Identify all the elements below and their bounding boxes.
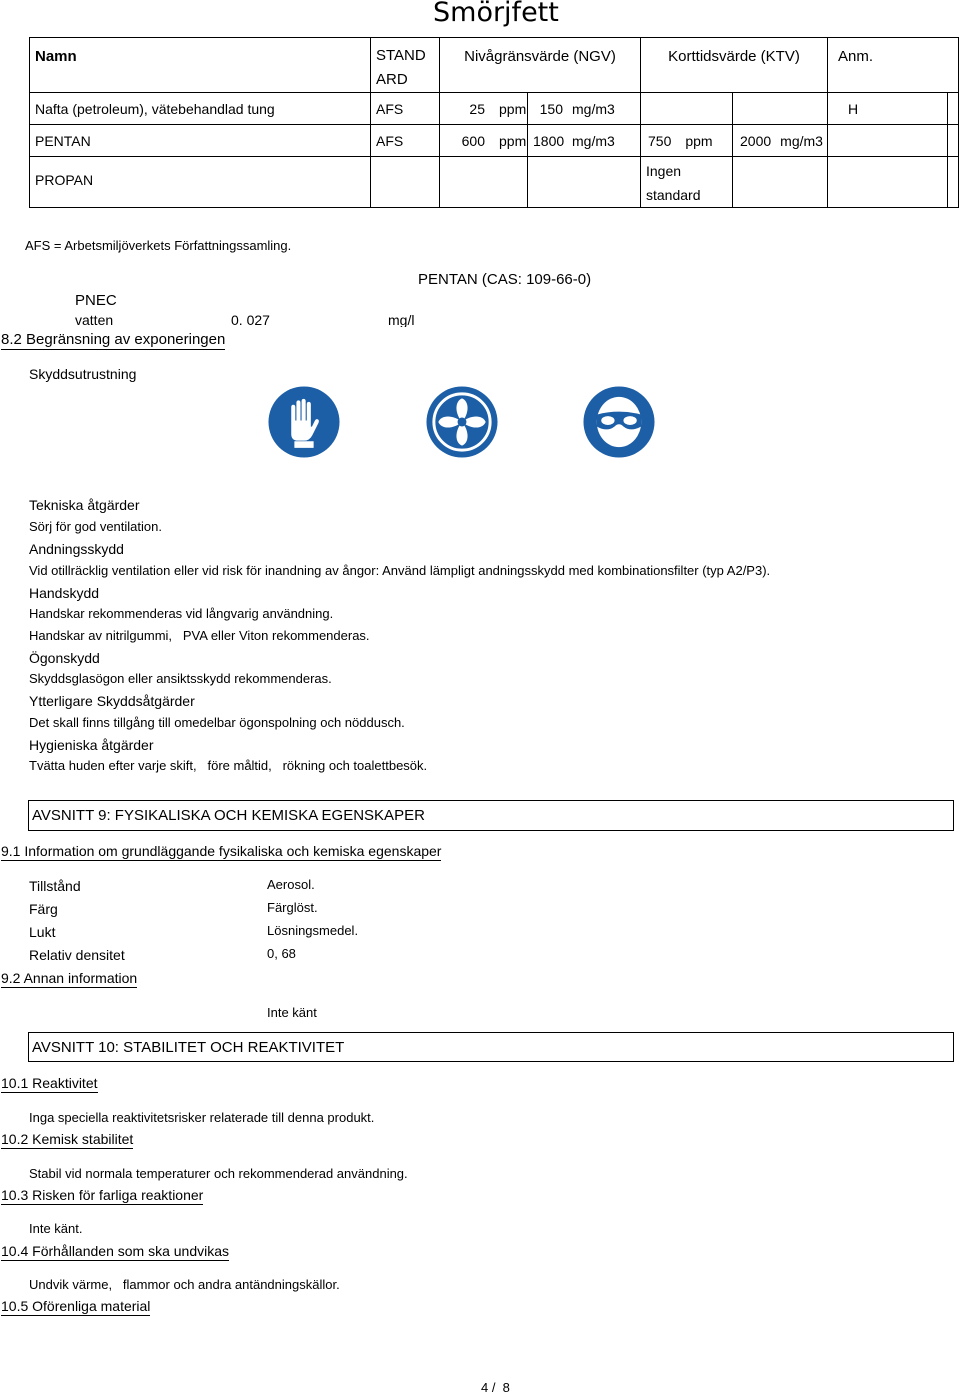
ngv-mg-unit: mg/m3 (572, 101, 615, 117)
ngv-ppm-value: 600 (461, 133, 485, 149)
pnec-unit: mg/l (388, 312, 415, 327)
ngv-mg-value: 1800 (533, 133, 565, 149)
cell-ktv-ppm (641, 93, 733, 125)
cell-ktv-mg (733, 157, 828, 208)
header-ngv: Nivågränsvärde (NGV) (440, 38, 641, 93)
ngv-mg-value: 150 (539, 101, 563, 117)
cell-standard: AFS (371, 93, 440, 125)
measure-text: Handskar rekommenderas vid långvarig användning. (29, 606, 334, 621)
ngv-ppm-unit: ppm (499, 101, 527, 117)
prop-value: Färglöst. (267, 900, 318, 915)
prop-label: Tillstånd (29, 878, 81, 894)
section-10-text: Inga speciella reaktivitetsrisker relaterade till denna produkt. (29, 1110, 375, 1125)
section-10-title: AVSNITT 10: STABILITET OCH REAKTIVITET (28, 1032, 954, 1062)
prop-value: Lösningsmedel. (267, 923, 359, 938)
section-10-text: Inte känt. (29, 1221, 83, 1236)
cell-anm: H (828, 93, 948, 125)
pnec-medium: vatten (75, 312, 114, 328)
cell-blank (948, 157, 959, 208)
cell-standard (371, 157, 440, 208)
cell-ktv-ppm (641, 125, 733, 157)
cell-ngv-ppm (440, 125, 528, 157)
section-9-2-heading: 9.2 Annan information (1, 970, 138, 986)
cell-blank (948, 93, 959, 125)
cell-ktv-mg (733, 93, 828, 125)
ktv-mg-value: 2000 (740, 133, 772, 149)
measure-text: Handskar av nitrilgummi, PVA eller Viton rekommenderas. (29, 628, 370, 643)
section-10-4-heading: 10.4 Förhållanden som ska undvikas (1, 1243, 230, 1259)
prop-label: Färg (29, 901, 58, 917)
document-title: Smörjfett (433, 0, 559, 28)
cell-name: Nafta (petroleum), vätebehandlad tung (30, 93, 371, 125)
measure-heading-respiratory: Andningsskydd (29, 541, 124, 557)
table-header-row (30, 38, 959, 93)
section-10-2-heading: 10.2 Kemisk stabilitet (1, 1131, 134, 1147)
ngv-mg-unit: mg/m3 (572, 133, 615, 149)
header-anm: Anm. (828, 38, 959, 93)
cell-ngv-mg (528, 93, 641, 125)
cell-anm (828, 125, 948, 157)
section-8-2-heading: 8.2 Begränsning av exponeringen (1, 331, 226, 348)
cell-ngv-mg (528, 125, 641, 157)
page-number: 4 / 8 (481, 1380, 510, 1395)
gloves-icon (267, 385, 341, 459)
afs-note: AFS = Arbetsmiljöverkets Författningssamling. (25, 238, 292, 253)
section-10-5-heading: 10.5 Oförenliga material (1, 1298, 151, 1314)
header-standard: STAND ARD (371, 38, 440, 93)
pnec-substance-heading: PENTAN (CAS: 109-66-0) (418, 271, 592, 288)
measure-text: Skyddsglasögon eller ansiktsskydd rekommenderas. (29, 671, 332, 686)
prop-value: 0, 68 (267, 946, 296, 961)
header-name: Namn (30, 38, 371, 93)
ktv-mg-unit: mg/m3 (780, 133, 823, 149)
ktv-ppm-value: 750 (648, 133, 672, 149)
header-ktv: Korttidsvärde (KTV) (641, 38, 828, 93)
ventilation-icon (425, 385, 499, 459)
cell-ngv-ppm (440, 157, 528, 208)
prop-value: Aerosol. (267, 877, 315, 892)
ktv-ppm-unit: ppm (685, 133, 713, 149)
table-row (30, 125, 959, 157)
section-10-text: Stabil vid normala temperaturer och rekommenderad användning. (29, 1166, 408, 1181)
ppe-heading: Skyddsutrustning (29, 366, 137, 382)
section-9-title: AVSNITT 9: FYSIKALISKA OCH KEMISKA EGENSKAPER (28, 800, 954, 831)
measure-heading-hand: Handskydd (29, 585, 100, 601)
cell-blank (948, 125, 959, 157)
cell-ktv-ppm: Ingen standard (641, 157, 733, 208)
table-row (30, 93, 959, 125)
cell-ngv-ppm (440, 93, 528, 125)
cell-anm (828, 157, 948, 208)
goggles-icon (582, 385, 656, 459)
measure-heading-hygiene: Hygieniska åtgärder (29, 737, 154, 753)
section-10-3-heading: 10.3 Risken för farliga reaktioner (1, 1187, 204, 1203)
section-10-text: Undvik värme, flammor och andra antändningskällor. (29, 1277, 340, 1292)
cell-name: PROPAN (30, 157, 371, 208)
measure-heading-additional: Ytterligare Skyddsåtgärder (29, 693, 195, 709)
measure-heading-eye: Ögonskydd (29, 650, 100, 666)
cell-standard: AFS (371, 125, 440, 157)
ngv-ppm-value: 25 (469, 101, 485, 117)
pnec-label: PNEC (75, 292, 117, 309)
exposure-limits-table (29, 37, 959, 208)
other-info-value: Inte känt (267, 1005, 317, 1020)
measure-text: Sörj för god ventilation. (29, 519, 162, 534)
measure-text: Vid otillräcklig ventilation eller vid risk för inandning av ångor: Använd lämpligt andningsskydd med kombinationsfilter (typ A2/P3). (29, 563, 771, 578)
cell-ngv-mg (528, 157, 641, 208)
table-row (30, 157, 959, 208)
measure-text: Det skall finns tillgång till omedelbar ögonspolning och nöddusch. (29, 715, 405, 730)
measure-text: Tvätta huden efter varje skift, före måltid, rökning och toalettbesök. (29, 758, 428, 773)
section-10-1-heading: 10.1 Reaktivitet (1, 1075, 98, 1091)
prop-label: Relativ densitet (29, 947, 125, 963)
measure-heading-technical: Tekniska åtgärder (29, 497, 140, 513)
prop-label: Lukt (29, 924, 56, 940)
pnec-value: 0. 027 (231, 312, 270, 328)
section-9-1-heading: 9.1 Information om grundläggande fysikaliska och kemiska egenskaper (1, 843, 442, 859)
cell-ktv-mg (733, 125, 828, 157)
ngv-ppm-unit: ppm (499, 133, 527, 149)
cell-name: PENTAN (30, 125, 371, 157)
